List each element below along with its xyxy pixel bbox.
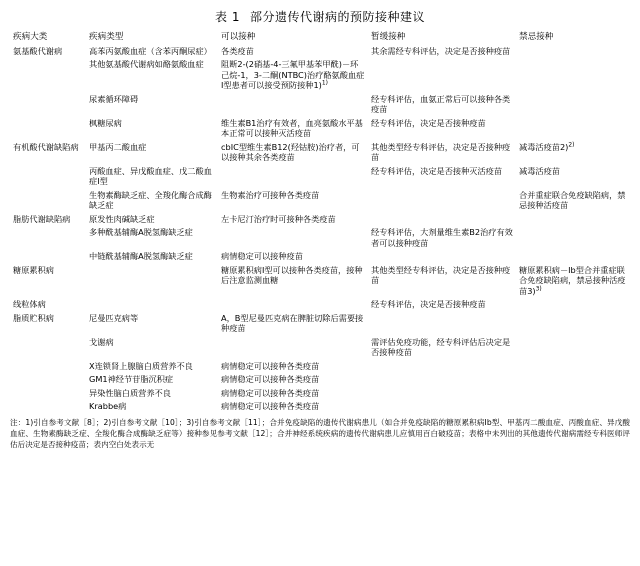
- table-row: [10, 92, 630, 116]
- table-caption: 部分遗传代谢病的预防接种建议: [249, 10, 425, 24]
- cell-category: [10, 188, 86, 212]
- table-row: [10, 400, 630, 414]
- column-header-can-vaccinate: 可以接种: [221, 31, 256, 42]
- cell-can-vaccinate: cbIC型维生素B12(羟钴胺)治疗者，可以接种其余各类疫苗: [221, 141, 360, 162]
- table-body: [10, 44, 630, 413]
- cell-can-vaccinate: 阻断2-(2硝基-4-三氟甲基苯甲酰)－环己烷-1，3-二酮(NTBC)治疗酪氨酸血症Ⅰ型患者可以接受预防接种1)$^{1)}$: [221, 59, 365, 90]
- table-row: [10, 311, 630, 335]
- cell-type: 生物素酶缺乏症、全羧化酶合成酶缺乏症: [89, 189, 212, 210]
- table-row: [10, 250, 630, 264]
- cell-postpone: [368, 359, 516, 373]
- cell-can-vaccinate: [218, 335, 368, 359]
- cell-postpone: [368, 311, 516, 335]
- cell-can-vaccinate: A，B型尼曼匹克病在脾脏切除后需要接种疫苗: [221, 312, 364, 333]
- cell-category: [10, 58, 86, 93]
- cell-category: 脂质贮积病: [13, 312, 54, 323]
- cell-postpone: 需评估免疫功能，经专科评估后决定是否接种疫苗: [371, 336, 511, 357]
- cell-can-vaccinate: 左卡尼汀治疗时可接种各类疫苗: [221, 213, 336, 224]
- cell-contraindicated: [516, 250, 630, 264]
- cell-postpone: 其他类型经专科评估，决定是否接种疫苗: [371, 264, 511, 285]
- cell-postpone: [368, 386, 516, 400]
- cell-type: 原发性肉碱缺乏症: [89, 213, 155, 224]
- table-header: [10, 30, 630, 44]
- vaccination-recommendation-table: [10, 30, 630, 413]
- column-header-postpone: 暂缓接种: [371, 31, 406, 42]
- table-row: [10, 188, 630, 212]
- cell-category: [10, 116, 86, 140]
- cell-category: [10, 359, 86, 373]
- cell-contraindicated: [516, 226, 630, 250]
- cell-type: 其他氨基酸代谢病如酪氨酸血症: [89, 59, 204, 69]
- cell-contraindicated: [516, 400, 630, 414]
- cell-can-vaccinate: 病情稳定可以接种各类疫苗: [221, 387, 320, 398]
- cell-category: [10, 92, 86, 116]
- cell-postpone: 其他类型经专科评估，决定是否接种疫苗: [371, 141, 511, 162]
- cell-type: 枫糖尿病: [89, 117, 122, 128]
- table-row: [10, 263, 630, 298]
- cell-can-vaccinate: 生物素治疗可接种各类疫苗: [221, 189, 320, 200]
- cell-category: 有机酸代谢缺陷病: [13, 141, 79, 152]
- cell-type: 尼曼匹克病等: [89, 312, 139, 323]
- cell-postpone: [368, 373, 516, 387]
- cell-postpone: [368, 58, 516, 93]
- cell-postpone: 其余需经专科评估，决定是否接种疫苗: [371, 45, 511, 56]
- cell-contraindicated: [516, 373, 630, 387]
- cell-can-vaccinate: [218, 164, 368, 188]
- cell-type: Krabbe病: [89, 401, 127, 411]
- cell-contraindicated: [516, 359, 630, 373]
- cell-contraindicated: [516, 298, 630, 312]
- cell-category: [10, 226, 86, 250]
- cell-category: [10, 373, 86, 387]
- cell-contraindicated: [516, 44, 630, 58]
- column-header-disease-type: 疾病类型: [89, 31, 124, 42]
- cell-type: [86, 263, 218, 298]
- table-row: [10, 116, 630, 140]
- cell-type: 中链酰基辅酶A脱氢酶缺乏症: [89, 251, 193, 261]
- table-title: [10, 8, 630, 25]
- column-header-disease-category: 疾病大类: [13, 31, 48, 42]
- table-row: [10, 226, 630, 250]
- table-row: [10, 58, 630, 93]
- cell-category: [10, 164, 86, 188]
- cell-postpone: [368, 400, 516, 414]
- cell-can-vaccinate: [218, 298, 368, 312]
- cell-type: 异染性脑白质营养不良: [89, 387, 171, 398]
- cell-category: 糖原累积病: [13, 264, 54, 275]
- table-header-row: [10, 30, 630, 44]
- table-row: [10, 335, 630, 359]
- cell-category: 脂肪代谢缺陷病: [13, 213, 71, 224]
- cell-contraindicated: 减毒活疫苗: [519, 165, 560, 176]
- cell-can-vaccinate: 病情稳定可以接种疫苗: [221, 251, 303, 261]
- table-row: [10, 373, 630, 387]
- cell-contraindicated: 糖原累积病－Ⅰb型合并重症联合免疫缺陷病，禁忌接种活疫苗3)$^{3)}$: [519, 264, 626, 296]
- cell-contraindicated: [516, 116, 630, 140]
- table-row: [10, 44, 630, 58]
- cell-type: GM1神经节苷脂沉积症: [89, 374, 174, 384]
- cell-can-vaccinate: 糖原累积病Ⅰ型可以接种各类疫苗，接种后注意监测血糖: [221, 264, 363, 285]
- cell-can-vaccinate: 维生素B1治疗有效者，血亮氨酸水平基本正常可以接种灭活疫苗: [221, 117, 363, 138]
- cell-category: [10, 400, 86, 414]
- table-row: [10, 212, 630, 226]
- cell-can-vaccinate: 各类疫苗: [221, 45, 254, 56]
- cell-category: [10, 250, 86, 264]
- table-row: [10, 140, 630, 164]
- cell-contraindicated: [516, 386, 630, 400]
- cell-contraindicated: [516, 92, 630, 116]
- cell-category: 氨基酸代谢病: [13, 45, 63, 56]
- cell-category: [10, 386, 86, 400]
- cell-category: 线粒体病: [13, 299, 46, 309]
- cell-contraindicated: [516, 58, 630, 93]
- cell-contraindicated: 合并重症联合免疫缺陷病，禁忌接种活疫苗: [519, 189, 626, 210]
- cell-contraindicated: 减毒活疫苗2)$^{2)}$: [519, 141, 575, 152]
- cell-postpone: 经专科评估，大剂量维生素B2治疗有效者可以接种疫苗: [371, 227, 513, 248]
- cell-postpone: 经专科评估，决定是否接种灭活疫苗: [371, 165, 503, 176]
- cell-category: [10, 335, 86, 359]
- cell-type: 尿素循环障碍: [89, 93, 139, 104]
- cell-contraindicated: [516, 212, 630, 226]
- cell-can-vaccinate: [218, 226, 368, 250]
- table-row: [10, 359, 630, 373]
- table-footnotes: 注：1)引自参考文献［8］；2)引自参考文献［10］；3)引自参考文献［11］；合并免疫缺陷的遗传代谢病患儿（如合并免疫缺陷的糖原累积病Ⅰb型、甲基丙二酸血症、丙酸血症、异戊酸血症、生物素酶缺乏症、全羧化酶合成酶缺乏症等）接种参见参考文献［12］；合并神经系统疾病的遗传代谢病患儿应慎用百白破疫苗；表格中未列出的其他遗传代谢病需经专科医师评估后决定是否接种疫苗；表内空白处表示无: [10, 418, 630, 449]
- column-header-contraindicated: 禁忌接种: [519, 31, 554, 42]
- cell-type: 高苯丙氨酸血症（含苯丙酮尿症）: [89, 45, 212, 56]
- cell-can-vaccinate: 病情稳定可以接种各类疫苗: [221, 401, 320, 411]
- cell-postpone: [368, 188, 516, 212]
- cell-postpone: 经专科评估，决定是否接种疫苗: [371, 117, 486, 128]
- table-row: [10, 298, 630, 312]
- table-row: [10, 386, 630, 400]
- cell-postpone: [368, 212, 516, 226]
- cell-postpone: [368, 250, 516, 264]
- cell-postpone: 经专科评估，决定是否接种疫苗: [371, 299, 486, 309]
- cell-type: 多种酰基辅酶A脱氢酶缺乏症: [89, 227, 193, 237]
- cell-postpone: 经专科评估，血氨正常后可以接种各类疫苗: [371, 93, 511, 114]
- table-row: [10, 164, 630, 188]
- cell-can-vaccinate: [218, 92, 368, 116]
- cell-type: X连锁肾上腺脑白质营养不良: [89, 360, 193, 371]
- cell-contraindicated: [516, 311, 630, 335]
- cell-type: 戈谢病: [89, 336, 114, 347]
- cell-type: 甲基丙二酸血症: [89, 141, 147, 152]
- cell-can-vaccinate: 病情稳定可以接种各类疫苗: [221, 360, 320, 371]
- cell-contraindicated: [516, 335, 630, 359]
- table-number: 表 1: [215, 10, 240, 24]
- cell-can-vaccinate: 病情稳定可以接种各类疫苗: [221, 374, 320, 384]
- cell-type: 丙酸血症、异戊酸血症、戊二酸血症Ⅰ型: [89, 165, 212, 186]
- cell-type: [86, 298, 218, 312]
